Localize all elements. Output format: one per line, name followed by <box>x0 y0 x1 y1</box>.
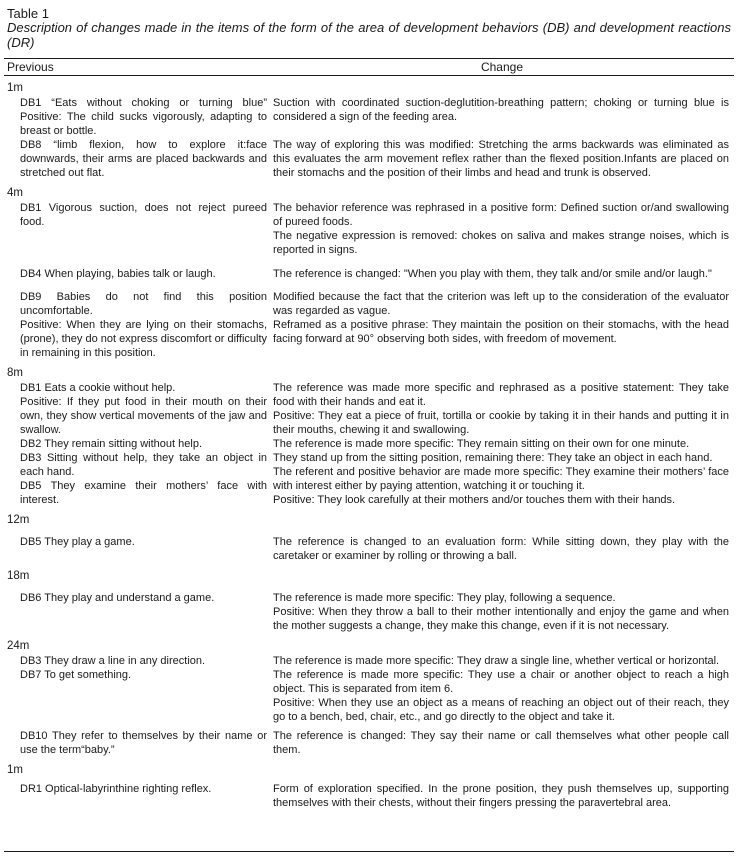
previous-cell <box>20 729 267 757</box>
age-label: 8m <box>7 367 23 379</box>
table-body <box>0 79 738 810</box>
previous-cell <box>20 591 267 633</box>
previous-text: Positive: When they are lying on their stomachs, (prone), they do not express discomfort or difficulty in remaining in this position. <box>20 319 267 359</box>
change-cell <box>273 381 729 507</box>
header-rule <box>4 75 734 76</box>
previous-text: DB8 “limb flexion, how to explore it:face downwards, their arms are placed backwards and stretched out flat. <box>20 139 267 179</box>
change-text: Positive: They look carefully at their mothers and/or touches them with their hands. <box>273 494 676 506</box>
previous-text: DB3 They draw a line in any direction. <box>20 655 206 667</box>
change-text: The behavior reference was rephrased in a positive form: Defined suction or/and swallowing of pureed foods. <box>273 202 729 228</box>
change-cell <box>273 668 729 724</box>
previous-text: DB9 Babies do not find this position uncomfortable. <box>20 291 267 317</box>
previous-cell <box>20 96 267 138</box>
change-text: Modified because the fact that the criterion was left up to the consideration of the evaluator was regarded as vague. <box>273 291 729 317</box>
change-cell <box>273 201 729 257</box>
table-row <box>0 535 738 563</box>
age-label: 4m <box>7 187 23 199</box>
change-text: The reference is made more specific: They use a chair or another object to reach a high object. This is separated from item 6. <box>273 669 729 695</box>
top-rule <box>4 58 734 59</box>
section <box>0 569 738 633</box>
section <box>0 513 738 563</box>
change-text: The negative expression is removed: chokes on saliva and makes strange noises, which is reported in signs. <box>273 230 729 256</box>
age-label: 24m <box>7 640 30 652</box>
section <box>0 186 738 360</box>
header-change: Change <box>480 60 524 74</box>
table-label: Table 1 <box>7 6 49 21</box>
change-text: The reference is changed to an evaluation form: While sitting down, they play with the caretaker or examiner by rolling or throwing a ball. <box>273 536 729 562</box>
change-text: The reference is made more specific: They remain sitting on their own for one minute. <box>273 438 690 450</box>
table-row <box>0 782 738 810</box>
change-text: The way of exploring this was modified: Stretching the arms backwards was eliminated as this evaluates the arm movement reflex rather than the flexed position.Infants are placed on their stomachs and the position of their limbs and head and trunk is observed. <box>273 139 729 179</box>
previous-cell <box>20 290 267 360</box>
table-row <box>0 654 738 668</box>
change-text: The reference is changed: They say their name or call themselves what other people call them. <box>273 730 729 756</box>
previous-text: DR1 Optical-labyrinthine righting reflex. <box>20 783 212 795</box>
header-previous: Previous <box>7 60 54 74</box>
previous-text: DB5 They play a game. <box>20 536 135 548</box>
table-row <box>0 591 738 633</box>
change-text: The reference was made more specific and rephrased as a positive statement: They take food with their hands and eat it. <box>273 382 729 408</box>
previous-cell <box>20 535 267 563</box>
table-row <box>0 267 738 281</box>
previous-text: DB1 Vigorous suction, does not reject pureed food. <box>20 202 267 228</box>
change-cell <box>273 138 729 180</box>
change-text: Positive: They eat a piece of fruit, tortilla or cookie by taking it in their hands and putting it in their mouths, chewing it and swallowing. <box>273 410 729 436</box>
table-row <box>0 290 738 360</box>
change-cell <box>273 535 729 563</box>
section <box>0 366 738 507</box>
table-row <box>0 729 738 757</box>
table-caption: Description of changes made in the items of the form of the area of development behaviors (DB) and development reactions (DR) <box>7 20 731 50</box>
previous-cell <box>20 782 267 810</box>
previous-text: DB6 They play and understand a game. <box>20 592 215 604</box>
change-text: They stand up from the sitting position, remaining there: They take an object in each hand. <box>273 452 713 464</box>
section <box>0 81 738 180</box>
previous-cell <box>20 138 267 180</box>
change-cell <box>273 591 729 633</box>
change-text: Positive: When they throw a ball to their mother intentionally and enjoy the game and when the mother suggests a change, they make this change, even if it is not necessary. <box>273 606 729 632</box>
previous-text: DB4 When playing, babies talk or laugh. <box>20 268 216 280</box>
previous-text: DB2 They remain sitting without help. <box>20 438 202 450</box>
section <box>0 763 738 810</box>
change-text: Form of exploration specified. In the prone position, they push themselves up, supporting themselves with their chests, without their fingers pressing the paravertebral area. <box>273 783 729 809</box>
change-text: The reference is made more specific: They draw a single line, whether vertical or horizontal. <box>273 655 720 667</box>
change-text: The reference is made more specific: They play, following a sequence. <box>273 592 616 604</box>
previous-text: Positive: If they put food in their mouth on their own, they show vertical movements of the jaw and swallow. <box>20 396 267 436</box>
previous-text: DB10 They refer to themselves by their name or use the term“baby.” <box>20 730 267 756</box>
change-cell <box>273 654 729 668</box>
previous-cell <box>20 654 267 668</box>
change-text: Positive: When they use an object as a means of reaching an object out of their reach, they go to a bench, bed, chair, etc., and go directly to the object and take it. <box>273 697 729 723</box>
table-row <box>0 138 738 180</box>
table-row <box>0 96 738 138</box>
table-row <box>0 381 738 507</box>
change-text: The reference is changed: "When you play with them, they talk and/or smile and/or laugh." <box>273 268 712 280</box>
change-cell <box>273 729 729 757</box>
age-label: 1m <box>7 764 23 776</box>
previous-text: DB3 Sitting without help, they take an object in each hand. <box>20 452 267 478</box>
table-row <box>0 668 738 724</box>
previous-cell <box>20 381 267 507</box>
section <box>0 639 738 757</box>
bottom-rule <box>4 851 734 852</box>
previous-text: DB5 They examine their mothers’ face with interest. <box>20 480 267 506</box>
age-label: 12m <box>7 514 30 526</box>
change-text: Suction with coordinated suction-deglutition-breathing pattern; choking or turning blue is considered a sign of the feeding area. <box>273 97 729 123</box>
change-cell <box>273 782 729 810</box>
change-text: The referent and positive behavior are made more specific: They examine their mothers’ face with interest either by paying attention, watching it or touching it. <box>273 466 729 492</box>
previous-text: DB1 Eats a cookie without help. <box>20 382 176 394</box>
previous-text: DB1 “Eats without choking or turning blue” Positive: The child sucks vigorously, adapting to breast or bottle. <box>20 97 267 137</box>
change-text: Reframed as a positive phrase: They maintain the position on their stomachs, with the head facing forward at 90° observing both sides, with freedom of movement. <box>273 319 729 345</box>
change-cell <box>273 96 729 138</box>
previous-cell <box>20 267 267 281</box>
age-label: 1m <box>7 82 23 94</box>
previous-cell <box>20 201 267 257</box>
age-label: 18m <box>7 570 30 582</box>
change-cell <box>273 267 729 281</box>
previous-text: DB7 To get something. <box>20 669 132 681</box>
table-row <box>0 201 738 257</box>
previous-cell <box>20 668 267 724</box>
change-cell <box>273 290 729 360</box>
